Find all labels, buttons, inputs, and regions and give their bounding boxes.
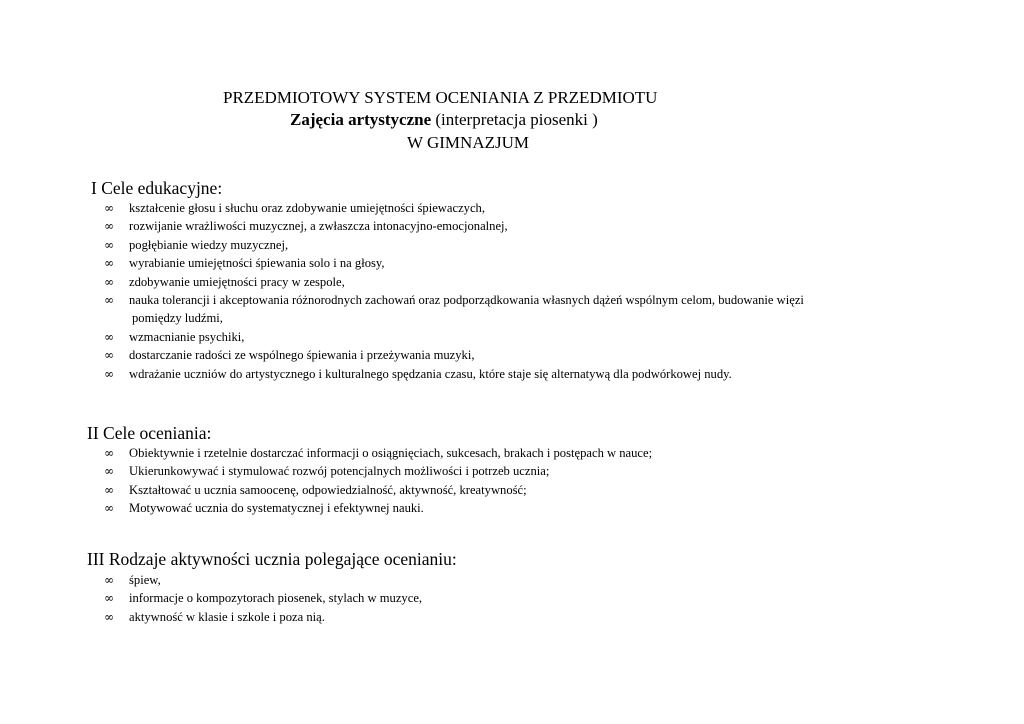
assessment-goals-list <box>104 444 924 518</box>
infinity-bullet-icon: ∞ <box>104 482 114 497</box>
title-line-2 <box>290 110 598 130</box>
section-heading-goals: I Cele edukacyjne: <box>91 178 223 198</box>
title-subject-bold: Zajęcia artystyczne <box>290 110 432 129</box>
infinity-bullet-icon: ∞ <box>104 219 114 234</box>
infinity-bullet-icon: ∞ <box>104 348 114 363</box>
list-item: ∞ informacje o kompozytorach piosenek, stylach w muzyce, <box>104 589 924 607</box>
section-heading-activity-types: III Rodzaje aktywności ucznia polegające ocenianiu: <box>87 549 457 569</box>
infinity-bullet-icon: ∞ <box>104 591 114 606</box>
title-line-1: PRZEDMIOTOWY SYSTEM OCENIANIA Z PRZEDMIOTU <box>223 88 658 107</box>
title-subject-rest: (interpretacja piosenki ) <box>431 110 598 129</box>
list-item: ∞ dostarczanie radości ze wspólnego śpiewania i przeżywania muzyki, <box>104 346 924 364</box>
list-item: ∞ kształcenie głosu i słuchu oraz zdobywanie umiejętności śpiewaczych, <box>104 199 924 217</box>
infinity-bullet-icon: ∞ <box>104 293 114 308</box>
list-item: ∞ Obiektywnie i rzetelnie dostarczać informacji o osiągnięciach, sukcesach, brakach i postępach w nauce; <box>104 444 924 462</box>
infinity-bullet-icon: ∞ <box>104 501 114 516</box>
list-item: ∞ wyrabianie umiejętności śpiewania solo i na głosy, <box>104 254 924 272</box>
list-item-continuation: pomiędzy ludźmi, <box>132 311 223 326</box>
infinity-bullet-icon: ∞ <box>104 464 114 479</box>
infinity-bullet-icon: ∞ <box>104 446 114 460</box>
infinity-bullet-icon: ∞ <box>104 201 114 215</box>
infinity-bullet-icon: ∞ <box>104 256 114 271</box>
title-line-3: W GIMNAZJUM <box>407 133 529 152</box>
infinity-bullet-icon: ∞ <box>104 366 114 381</box>
infinity-bullet-icon: ∞ <box>104 609 114 624</box>
activity-types-list <box>104 571 924 626</box>
list-item: ∞ Kształtować u ucznia samoocenę, odpowiedzialność, aktywność, kreatywność; <box>104 481 924 499</box>
list-item: ∞ wzmacnianie psychiki, <box>104 328 924 346</box>
section-heading-assessment-goals: II Cele oceniania: <box>87 423 212 443</box>
list-item: ∞ aktywność w klasie i szkole i poza nią. <box>104 608 924 626</box>
list-item: ∞ Motywować ucznia do systematycznej i efektywnej nauki. <box>104 499 924 517</box>
list-item: ∞ Ukierunkowywać i stymulować rozwój potencjalnych możliwości i potrzeb ucznia; <box>104 462 924 480</box>
list-item: ∞ śpiew, <box>104 571 924 589</box>
infinity-bullet-icon: ∞ <box>104 274 114 289</box>
list-item: ∞ rozwijanie wrażliwości muzycznej, a zwłaszcza intonacyjno-emocjonalnej, <box>104 217 924 235</box>
goals-list <box>104 199 924 383</box>
list-item: ∞ wdrażanie uczniów do artystycznego i kulturalnego spędzania czasu, które staje się alternatywą dla podwórkowej nudy. <box>104 365 924 383</box>
list-item: ∞ zdobywanie umiejętności pracy w zespole, <box>104 273 924 291</box>
infinity-bullet-icon: ∞ <box>104 237 114 252</box>
infinity-bullet-icon: ∞ <box>104 329 114 344</box>
infinity-bullet-icon: ∞ <box>104 573 114 587</box>
list-item: ∞ pogłębianie wiedzy muzycznej, <box>104 236 924 254</box>
list-item: ∞ nauka tolerancji i akceptowania różnorodnych zachowań oraz podporządkowania własnych dążeń wspólnym celom, budowanie więzi pomiędzy ludźmi, <box>104 291 924 328</box>
